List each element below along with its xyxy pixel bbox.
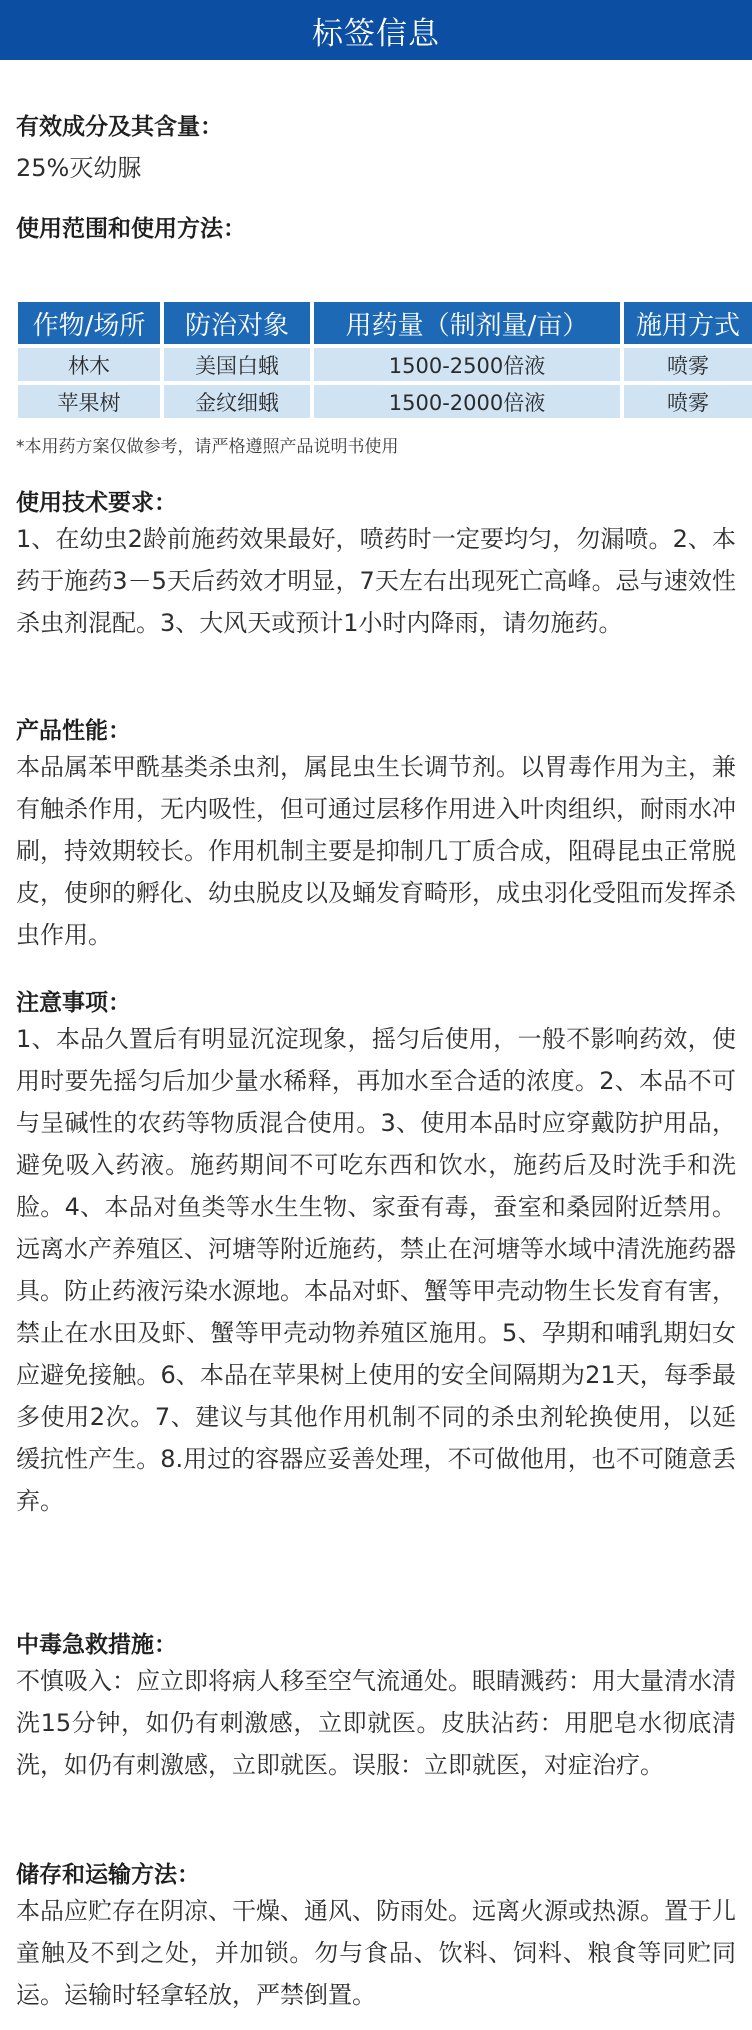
technical-title: 使用技术要求： bbox=[16, 490, 177, 516]
storage-body: 本品应贮存在阴凉、干燥、通风、防雨处。远离火源或热源。置于儿童触及不到之处，并加锁。勿与食品、饮料、饲料、粮食等同贮同运。运输时轻拿轻放，严禁倒置。 bbox=[16, 1897, 736, 2009]
ingredient-value: 25%灭幼脲 bbox=[16, 154, 142, 182]
table-cell-crop: 林木 bbox=[18, 348, 160, 381]
table-header-method: 施用方式 bbox=[624, 302, 752, 344]
table-cell-method: 喷雾 bbox=[624, 348, 752, 381]
table-header-crop: 作物/场所 bbox=[18, 302, 160, 344]
table-cell-dosage: 1500-2000倍液 bbox=[314, 385, 620, 418]
table-header-target: 防治对象 bbox=[164, 302, 310, 344]
table-cell-method: 喷雾 bbox=[624, 385, 752, 418]
precautions-title: 注意事项： bbox=[16, 990, 131, 1016]
table-cell-target: 金纹细蛾 bbox=[164, 385, 310, 418]
performance-title: 产品性能： bbox=[16, 718, 131, 744]
technical-body: 1、在幼虫2龄前施药效果最好，喷药时一定要均匀，勿漏喷。2、本药于施药3－5天后药效才明显，7天左右出现死亡高峰。忌与速效性杀虫剂混配。3、大风天或预计1小时内降雨，请勿施药。 bbox=[16, 525, 736, 637]
table-cell-target: 美国白蛾 bbox=[164, 348, 310, 381]
table-cell-dosage: 1500-2500倍液 bbox=[314, 348, 620, 381]
table-note: *本用药方案仅做参考，请严格遵照产品说明书使用 bbox=[16, 437, 399, 457]
performance-body: 本品属苯甲酰基类杀虫剂，属昆虫生长调节剂。以胃毒作用为主，兼有触杀作用，无内吸性，但可通过层移作用进入叶肉组织，耐雨水冲刷，持效期较长。作用机制主要是抑制几丁质合成，阻碍昆虫正常脱皮，使卵的孵化、幼虫脱皮以及蛹发育畸形，成虫羽化受阻而发挥杀虫作用。 bbox=[16, 753, 736, 949]
ingredient-title: 有效成分及其含量： bbox=[16, 114, 223, 140]
precautions-body: 1、本品久置后有明显沉淀现象，摇匀后使用，一般不影响药效，使用时要先摇匀后加少量水稀释，再加水至合适的浓度。2、本品不可与呈碱性的农药等物质混合使用。3、使用本品时应穿戴防护用品，避免吸入药液。施药期间不可吃东西和饮水，施药后及时洗手和洗脸。4、本品对鱼类等水生生物、家蚕有毒，蚕室和桑园附近禁用。远离水产养殖区、河塘等附近施药，禁止在河塘等水域中清洗施药器具。防止药液污染水源地。本品对虾、蟹等甲壳动物生长发育有害，禁止在水田及虾、蟹等甲壳动物养殖区施用。5、孕期和哺乳期妇女应避免接触。6、本品在苹果树上使用的安全间隔期为21天，每季最多使用2次。7、建议与其他作用机制不同的杀虫剂轮换使用，以延缓抗性产生。8.用过的容器应妥善处理，不可做他用，也不可随意丢弃。 bbox=[16, 1025, 736, 1515]
first-aid-title: 中毒急救措施： bbox=[16, 1632, 177, 1658]
table-header-dosage: 用药量（制剂量/亩） bbox=[314, 302, 620, 344]
page-title: 标签信息 bbox=[312, 15, 440, 52]
first-aid-body: 不慎吸入：应立即将病人移至空气流通处。眼睛溅药：用大量清水清洗15分钟，如仍有刺激感，立即就医。皮肤沾药：用肥皂水彻底清洗，如仍有刺激感，立即就医。误服：立即就医，对症治疗。 bbox=[16, 1667, 736, 1779]
storage-title: 储存和运输方法： bbox=[16, 1862, 200, 1888]
table-cell-crop: 苹果树 bbox=[18, 385, 160, 418]
usage-scope-title: 使用范围和使用方法： bbox=[16, 216, 246, 242]
page-header bbox=[0, 0, 752, 60]
